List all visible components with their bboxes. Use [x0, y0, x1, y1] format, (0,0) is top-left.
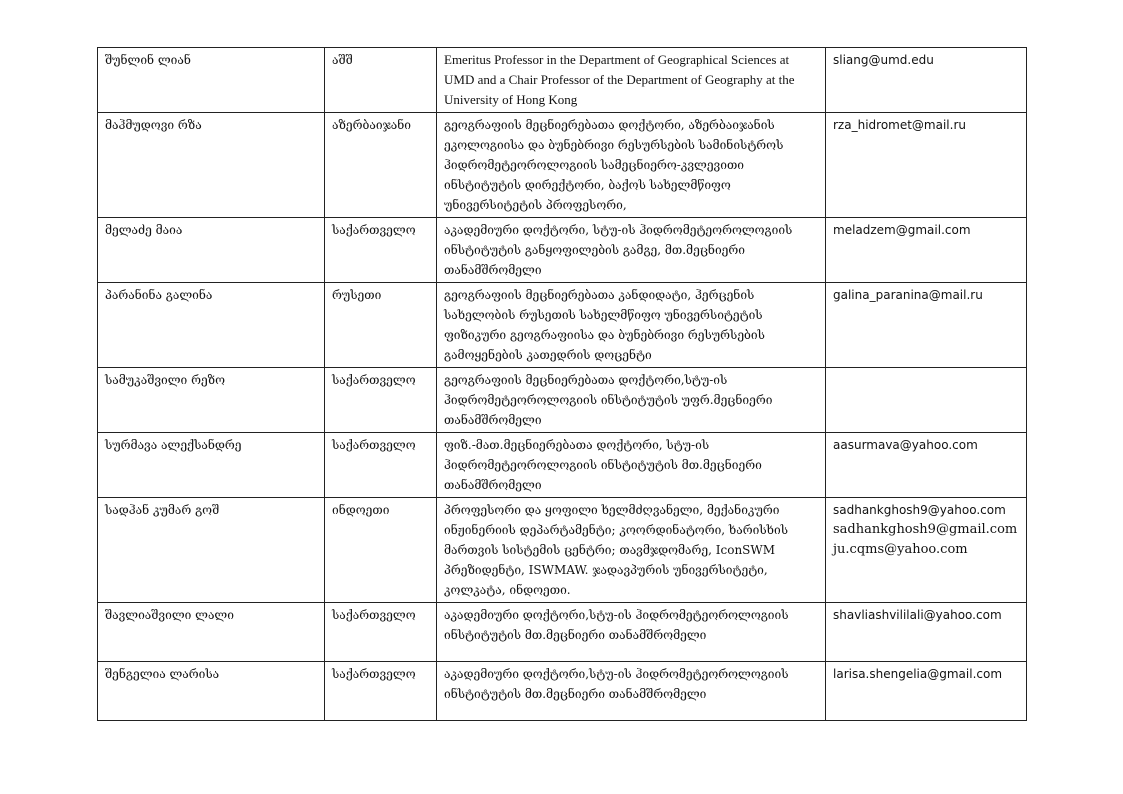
- email-address: shavliashvililali@yahoo.com: [833, 608, 1002, 622]
- description-text: Emeritus Professor in the Department of Geographical Sciences at UMD and a Chair Professor of the Department of Geography at the University of Hong Kong: [444, 52, 795, 107]
- email-address: ju.cqms@yahoo.com: [833, 542, 968, 557]
- name-cell: მაჰმუდოვი რზა: [98, 113, 325, 218]
- email-address: sliang@umd.edu: [833, 53, 934, 67]
- country-cell: საქართველო: [325, 433, 437, 498]
- name-cell: სამუკაშვილი რეზო: [98, 368, 325, 433]
- name-cell: სადჰან კუმარ გოშ: [98, 498, 325, 603]
- table-row: [98, 498, 1027, 603]
- name-cell: სურმავა ალექსანდრე: [98, 433, 325, 498]
- email-address: meladzem@gmail.com: [833, 223, 971, 237]
- table-row: [98, 218, 1027, 283]
- table-row: [98, 603, 1027, 662]
- description-cell: გეოგრაფიის მეცნიერებათა კანდიდატი, ჰერცენის სახელობის რუსეთის სახელმწიფო უნივერსიტეტის ფიზიკური გეოგრაფიისა და ბუნებრივი რესურსების გამოყენების კათედრის დოცენტი: [437, 283, 826, 368]
- description-cell: პროფესორი და ყოფილი ხელმძღვანელი, მექანიკური ინჟინერიის დეპარტამენტი; კოორდინატორი, ხარისხის მართვის სისტემის ცენტრი; თავმჯდომარე, IconSWM პრეზიდენტი, ISWMAW. ჯადავპურის უნივერსიტეტი, კოლკატა, ინდოეთი.: [437, 498, 826, 603]
- table-row: [98, 283, 1027, 368]
- table-row: [98, 433, 1027, 498]
- description-cell: ფიზ.-მათ.მეცნიერებათა დოქტორი, სტუ-ის ჰიდრომეტეოროლოგიის ინსტიტუტის მთ.მეცნიერი თანამშრომელი: [437, 433, 826, 498]
- country-cell: საქართველო: [325, 218, 437, 283]
- email-address: rza_hidromet@mail.ru: [833, 118, 966, 132]
- email-address: sadhankghosh9@yahoo.com: [833, 503, 1006, 517]
- country-cell: აზერბაიჯანი: [325, 113, 437, 218]
- email-cell: [826, 218, 1027, 283]
- name-cell: მელაძე მაია: [98, 218, 325, 283]
- email-cell: [826, 433, 1027, 498]
- email-address: galina_paranina@mail.ru: [833, 288, 983, 302]
- table-row: [98, 662, 1027, 721]
- email-cell: [826, 283, 1027, 368]
- table-row: [98, 48, 1027, 113]
- email-cell: [826, 113, 1027, 218]
- description-cell: [437, 48, 826, 113]
- email-cell: [826, 48, 1027, 113]
- description-cell: აკადემიური დოქტორი,სტუ-ის ჰიდრომეტეოროლოგიის ინსტიტუტის მთ.მეცნიერი თანამშრომელი: [437, 603, 826, 662]
- members-table: [97, 47, 1027, 721]
- country-cell: საქართველო: [325, 603, 437, 662]
- name-cell: შენგელია ლარისა: [98, 662, 325, 721]
- description-cell: აკადემიური დოქტორი, სტუ-ის ჰიდრომეტეოროლოგიის ინსტიტუტის განყოფილების გამგე, მთ.მეცნიერი თანამშრომელი: [437, 218, 826, 283]
- description-cell: გეოგრაფიის მეცნიერებათა დოქტორი, აზერბაიჯანის ეკოლოგიისა და ბუნებრივი რესურსების სამინისტროს ჰიდრომეტეოროლოგიის სამეცნიერო-კვლევითი ინსტიტუტის დირექტორი, ბაქოს სახელმწიფო უნივერსიტეტის პროფესორი,: [437, 113, 826, 218]
- country-cell: ინდოეთი: [325, 498, 437, 603]
- name-cell: შუნლინ ლიან: [98, 48, 325, 113]
- email-cell: [826, 662, 1027, 721]
- description-cell: აკადემიური დოქტორი,სტუ-ის ჰიდრომეტეოროლოგიის ინსტიტუტის მთ.მეცნიერი თანამშრომელი: [437, 662, 826, 721]
- country-cell: აშშ: [325, 48, 437, 113]
- country-cell: საქართველო: [325, 368, 437, 433]
- country-cell: საქართველო: [325, 662, 437, 721]
- table-row: [98, 113, 1027, 218]
- name-cell: შავლიაშვილი ლალი: [98, 603, 325, 662]
- email-cell: [826, 498, 1027, 603]
- email-cell: [826, 603, 1027, 662]
- email-address: sadhankghosh9@gmail.com: [833, 522, 1018, 537]
- name-cell: პარანინა გალინა: [98, 283, 325, 368]
- country-cell: რუსეთი: [325, 283, 437, 368]
- description-cell: გეოგრაფიის მეცნიერებათა დოქტორი,სტუ-ის ჰიდრომეტეოროლოგიის ინსტიტუტის უფრ.მეცნიერი თანამშრომელი: [437, 368, 826, 433]
- email-address: aasurmava@yahoo.com: [833, 438, 978, 452]
- email-address: larisa.shengelia@gmail.com: [833, 667, 1003, 681]
- table-row: [98, 368, 1027, 433]
- email-cell: [826, 368, 1027, 433]
